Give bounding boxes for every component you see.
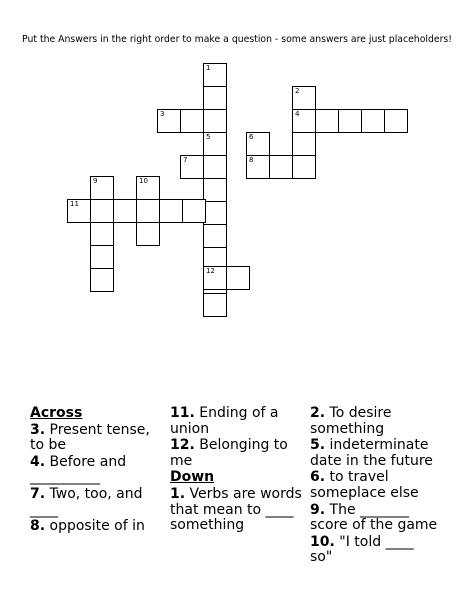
clue-across-8	[30, 519, 152, 535]
clue-number: 10.	[310, 533, 335, 550]
grid-cell[interactable]	[292, 132, 316, 156]
grid-cell[interactable]	[246, 155, 270, 179]
grid-cell[interactable]	[67, 199, 91, 223]
grid-cell[interactable]	[90, 268, 114, 292]
instructions-text: Put the Answers in the right order to make a question - some answers are just placeholders!	[22, 34, 452, 45]
grid-cell[interactable]	[203, 155, 227, 179]
clue-down-2	[310, 406, 440, 437]
clue-text: To desire something	[310, 405, 392, 437]
clue-number: 11	[70, 200, 79, 208]
clue-number: 8	[249, 156, 254, 164]
grid-cell[interactable]	[182, 199, 206, 223]
clue-down-10	[310, 535, 440, 566]
clue-number: 3	[160, 110, 165, 118]
clue-down-1	[170, 487, 302, 534]
clue-down-5	[310, 438, 440, 469]
clue-number: 5	[206, 133, 211, 141]
grid-cell[interactable]	[315, 109, 339, 133]
grid-cell[interactable]	[203, 86, 227, 110]
grid-cell[interactable]	[246, 132, 270, 156]
grid-cell[interactable]	[203, 224, 227, 248]
grid-cell[interactable]	[292, 109, 316, 133]
clue-number: 4	[295, 110, 300, 118]
clue-number: 8.	[30, 518, 46, 535]
clue-number: 11.	[170, 405, 195, 421]
clue-number: 6.	[310, 469, 326, 486]
grid-cell[interactable]	[136, 176, 160, 200]
clue-number: 7.	[30, 485, 46, 502]
down-heading: Down	[170, 469, 215, 486]
clue-text: "I told ____ so"	[310, 533, 414, 566]
grid-cell[interactable]	[113, 199, 137, 223]
grid-cell[interactable]	[292, 86, 316, 110]
grid-cell[interactable]	[203, 201, 227, 225]
clue-down-6	[310, 470, 440, 501]
clue-down-9	[310, 503, 440, 534]
clue-text: Ending of a union	[170, 405, 279, 437]
clues-column-2	[170, 406, 302, 535]
clue-number: 2.	[310, 405, 326, 421]
clue-number: 1	[206, 64, 211, 72]
clue-number: 9	[93, 177, 98, 185]
clues-column-1	[30, 406, 152, 536]
clue-number: 1.	[170, 485, 186, 502]
clue-text: Present tense, to be	[30, 421, 150, 454]
clue-number: 9.	[310, 501, 326, 518]
clues-column-3	[310, 406, 440, 567]
grid-cell[interactable]	[136, 199, 160, 223]
grid-cell[interactable]	[90, 222, 114, 246]
clue-text: Two, too, and ____	[30, 485, 143, 518]
clue-text: Verbs are words that mean to ____ something	[170, 485, 302, 534]
clue-number: 10	[139, 177, 148, 185]
clue-across-4	[30, 455, 152, 486]
grid-cell[interactable]	[269, 155, 293, 179]
grid-cell[interactable]	[180, 155, 204, 179]
clue-across-12	[170, 438, 302, 469]
clue-text: opposite of in	[49, 518, 145, 535]
clue-text: indeterminate date in the future	[310, 437, 433, 469]
clue-text: Belonging to me	[170, 437, 288, 469]
clue-text: to travel someplace else	[310, 469, 419, 501]
grid-cell[interactable]	[292, 155, 316, 179]
grid-cell[interactable]	[90, 245, 114, 269]
clue-text: Before and __________	[30, 453, 127, 486]
grid-cell[interactable]	[203, 293, 227, 317]
grid-cell[interactable]	[203, 109, 227, 133]
clue-number: 12.	[170, 437, 195, 454]
clue-number: 4.	[30, 453, 46, 470]
clue-text: The _______ score of the game	[310, 501, 438, 534]
clue-number: 2	[295, 87, 300, 95]
across-heading: Across	[30, 405, 83, 421]
grid-cell[interactable]	[203, 132, 227, 156]
clue-number: 6	[249, 133, 254, 141]
grid-cell[interactable]	[203, 266, 227, 290]
grid-cell[interactable]	[361, 109, 385, 133]
grid-cell[interactable]	[180, 109, 204, 133]
grid-cell[interactable]	[157, 109, 181, 133]
grid-cell[interactable]	[226, 266, 250, 290]
clue-number: 3.	[30, 421, 46, 438]
clue-number: 12	[206, 267, 215, 275]
clue-number: 5.	[310, 437, 326, 454]
clue-across-3	[30, 423, 152, 454]
grid-cell[interactable]	[136, 222, 160, 246]
clue-across-11	[170, 406, 302, 437]
grid-cell[interactable]	[159, 199, 183, 223]
grid-cell[interactable]	[384, 109, 408, 133]
clue-across-7	[30, 487, 152, 518]
grid-cell[interactable]	[90, 199, 114, 223]
grid-cell[interactable]	[90, 176, 114, 200]
clue-number: 7	[183, 156, 188, 164]
grid-cell[interactable]	[203, 178, 227, 202]
grid-cell[interactable]	[203, 63, 227, 87]
grid-cell[interactable]	[338, 109, 362, 133]
